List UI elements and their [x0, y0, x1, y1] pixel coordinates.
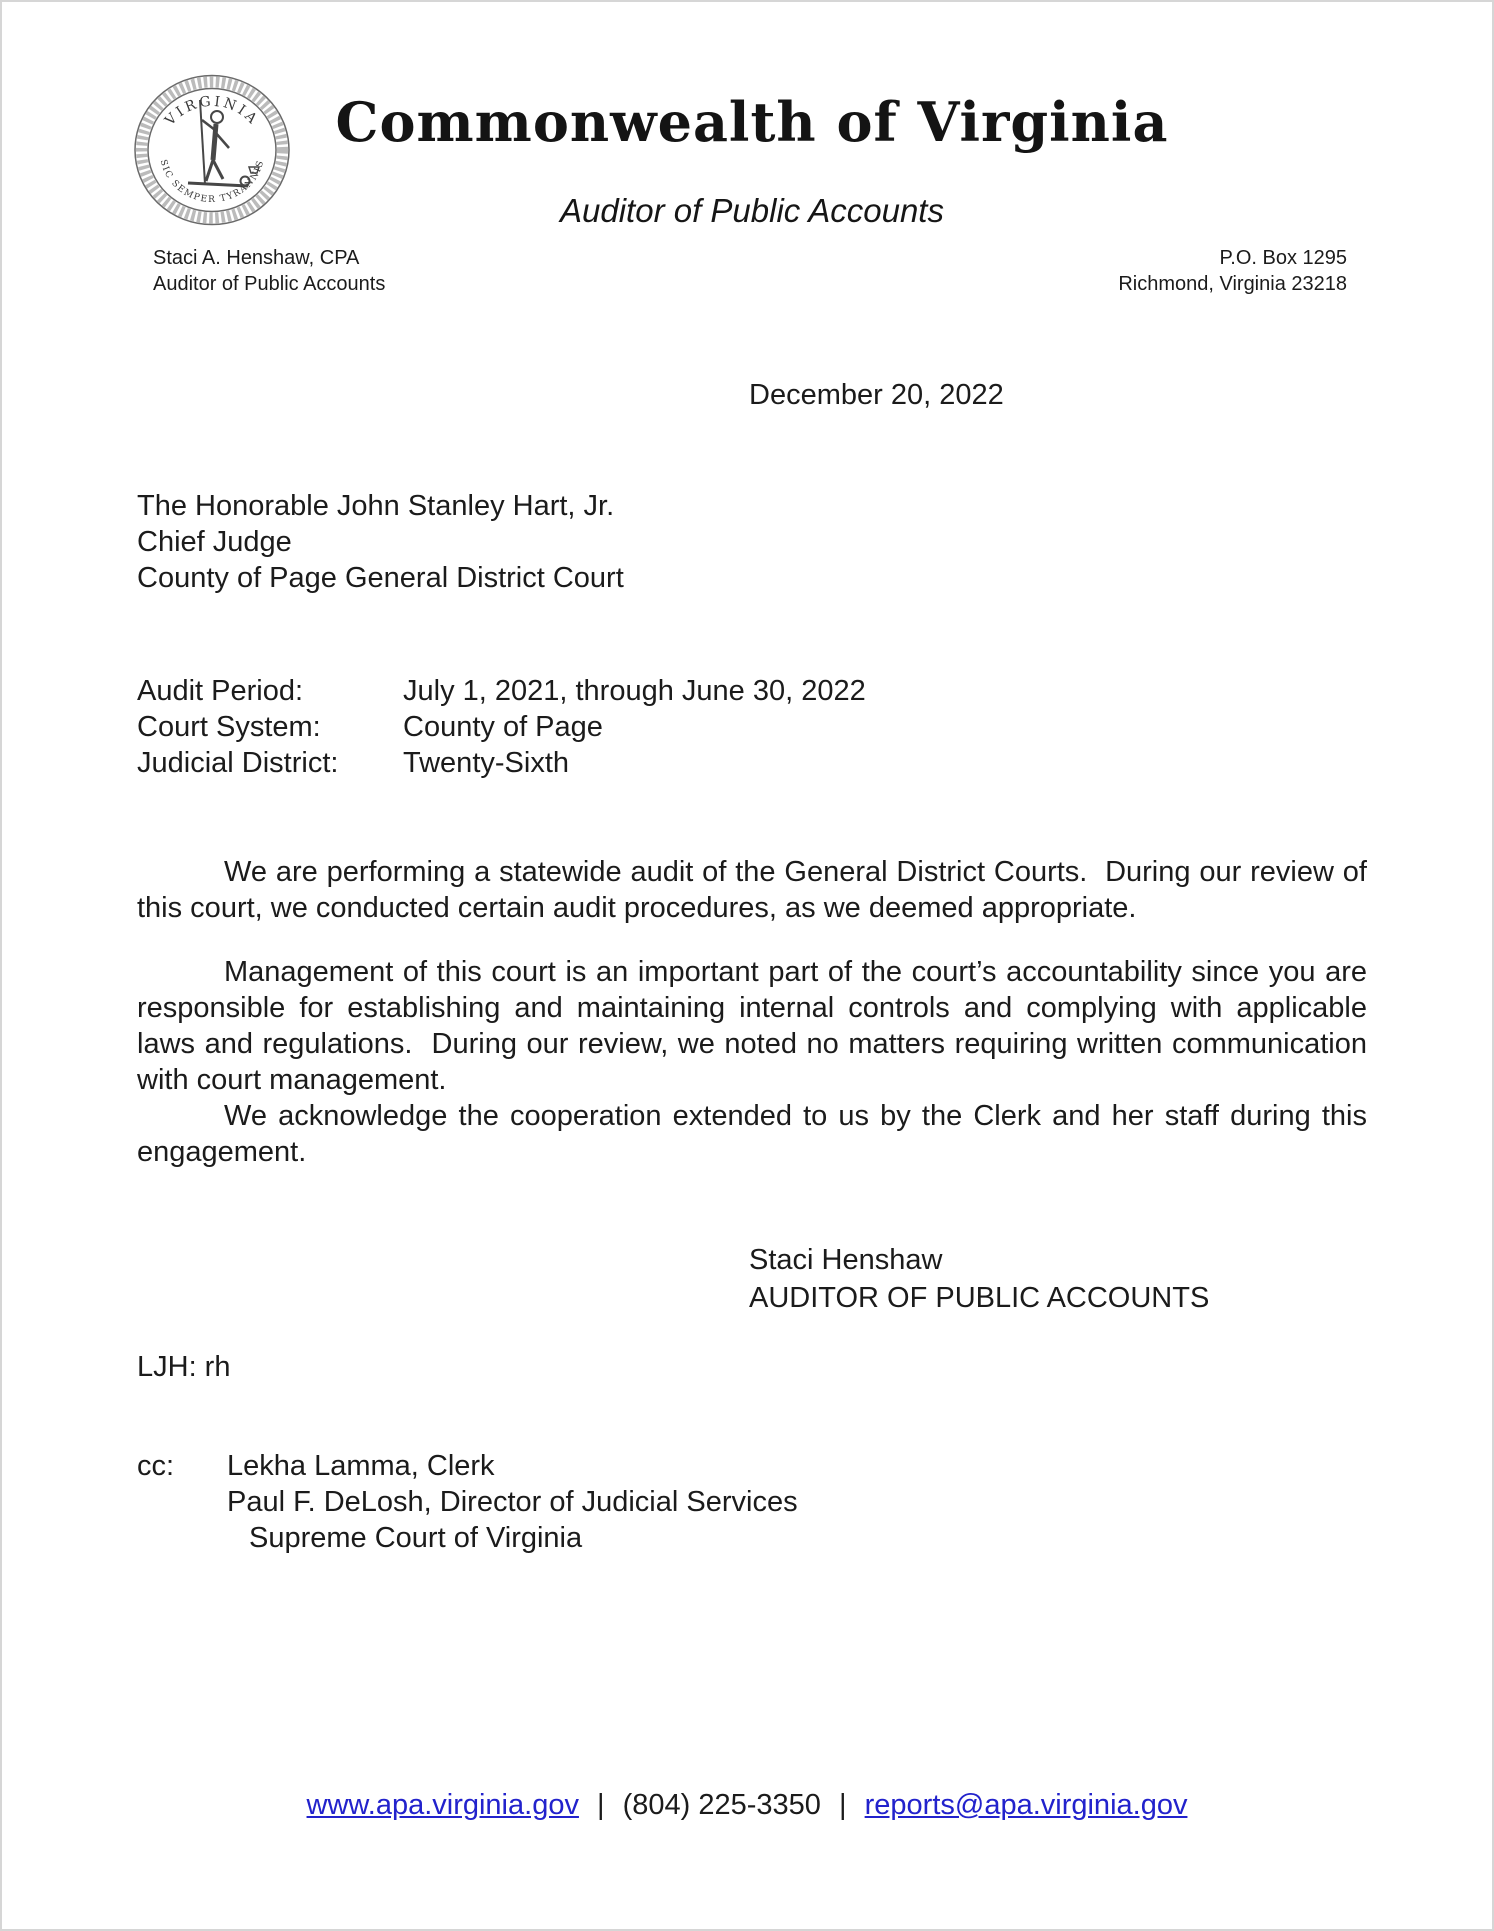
letter-date: December 20, 2022 [749, 379, 1004, 411]
audit-details [137, 673, 866, 781]
email-link[interactable]: reports@apa.virginia.gov [864, 1789, 1188, 1821]
detail-label: Judicial District: [137, 747, 339, 779]
detail-value: July 1, 2021, through June 30, 2022 [403, 675, 866, 707]
address-block [1118, 245, 1347, 297]
phone-number: (804) 225-3350 [622, 1789, 821, 1821]
paragraph-3: We acknowledge the cooperation extended to us by the Clerk and her staff during this engagement. [137, 1100, 1376, 1168]
detail-row-judicial-district [137, 745, 866, 781]
paragraph-1: We are performing a statewide audit of the General District Courts. During our review of this court, we conducted certain audit procedures, as we deemed appropriate. [137, 856, 1376, 924]
address-line-2: Richmond, Virginia 23218 [1118, 273, 1347, 295]
cc-label: cc: [137, 1450, 175, 1482]
footer-separator: | [597, 1789, 605, 1821]
official-name: Staci A. Henshaw, CPA [153, 247, 360, 269]
detail-value: Twenty-Sixth [403, 747, 569, 779]
detail-value: County of Page [403, 711, 603, 743]
official-block [153, 245, 385, 297]
recipient-title: Chief Judge [137, 526, 292, 558]
footer-separator: | [839, 1789, 847, 1821]
website-link[interactable]: www.apa.virginia.gov [306, 1789, 579, 1821]
official-title: Auditor of Public Accounts [153, 273, 386, 295]
address-line-1: P.O. Box 1295 [1219, 247, 1347, 269]
recipient-name: The Honorable John Stanley Hart, Jr. [137, 490, 615, 522]
cc-block [137, 1448, 798, 1556]
detail-label: Audit Period: [137, 675, 304, 707]
signature-title: AUDITOR OF PUBLIC ACCOUNTS [749, 1282, 1210, 1314]
header-info-row [137, 245, 1367, 297]
paragraph-2: Management of this court is an important part of the court’s accountability since you are responsible for establishing and maintaining internal controls and complying with applicable laws and regulations. During our review, we noted no matters requiring written communication with court management. [137, 956, 1376, 1096]
signature-block [749, 1241, 1209, 1317]
letter-body [137, 854, 1376, 1170]
cc-entry: Lekha Lamma, Clerk [227, 1450, 495, 1482]
cc-entry: Paul F. DeLosh, Director of Judicial Services [227, 1486, 798, 1518]
detail-label: Court System: [137, 711, 321, 743]
organization-title: Commonwealth of Virginia [335, 90, 1169, 154]
cc-entries [227, 1448, 798, 1556]
seal-bottom-text: SIC SEMPER TYRANNIS [157, 158, 267, 206]
detail-row-audit-period [137, 673, 866, 709]
detail-row-court-system [137, 709, 866, 745]
department-subtitle: Auditor of Public Accounts [560, 192, 944, 229]
seal-top-text: VIRGINIA [162, 93, 262, 129]
page-footer [2, 1789, 1492, 1822]
reference-initials: LJH: rh [137, 1351, 231, 1383]
cc-entry: Supreme Court of Virginia [249, 1522, 583, 1554]
recipient-block [137, 488, 624, 596]
recipient-court: County of Page General District Court [137, 562, 624, 594]
signature-name: Staci Henshaw [749, 1244, 943, 1276]
